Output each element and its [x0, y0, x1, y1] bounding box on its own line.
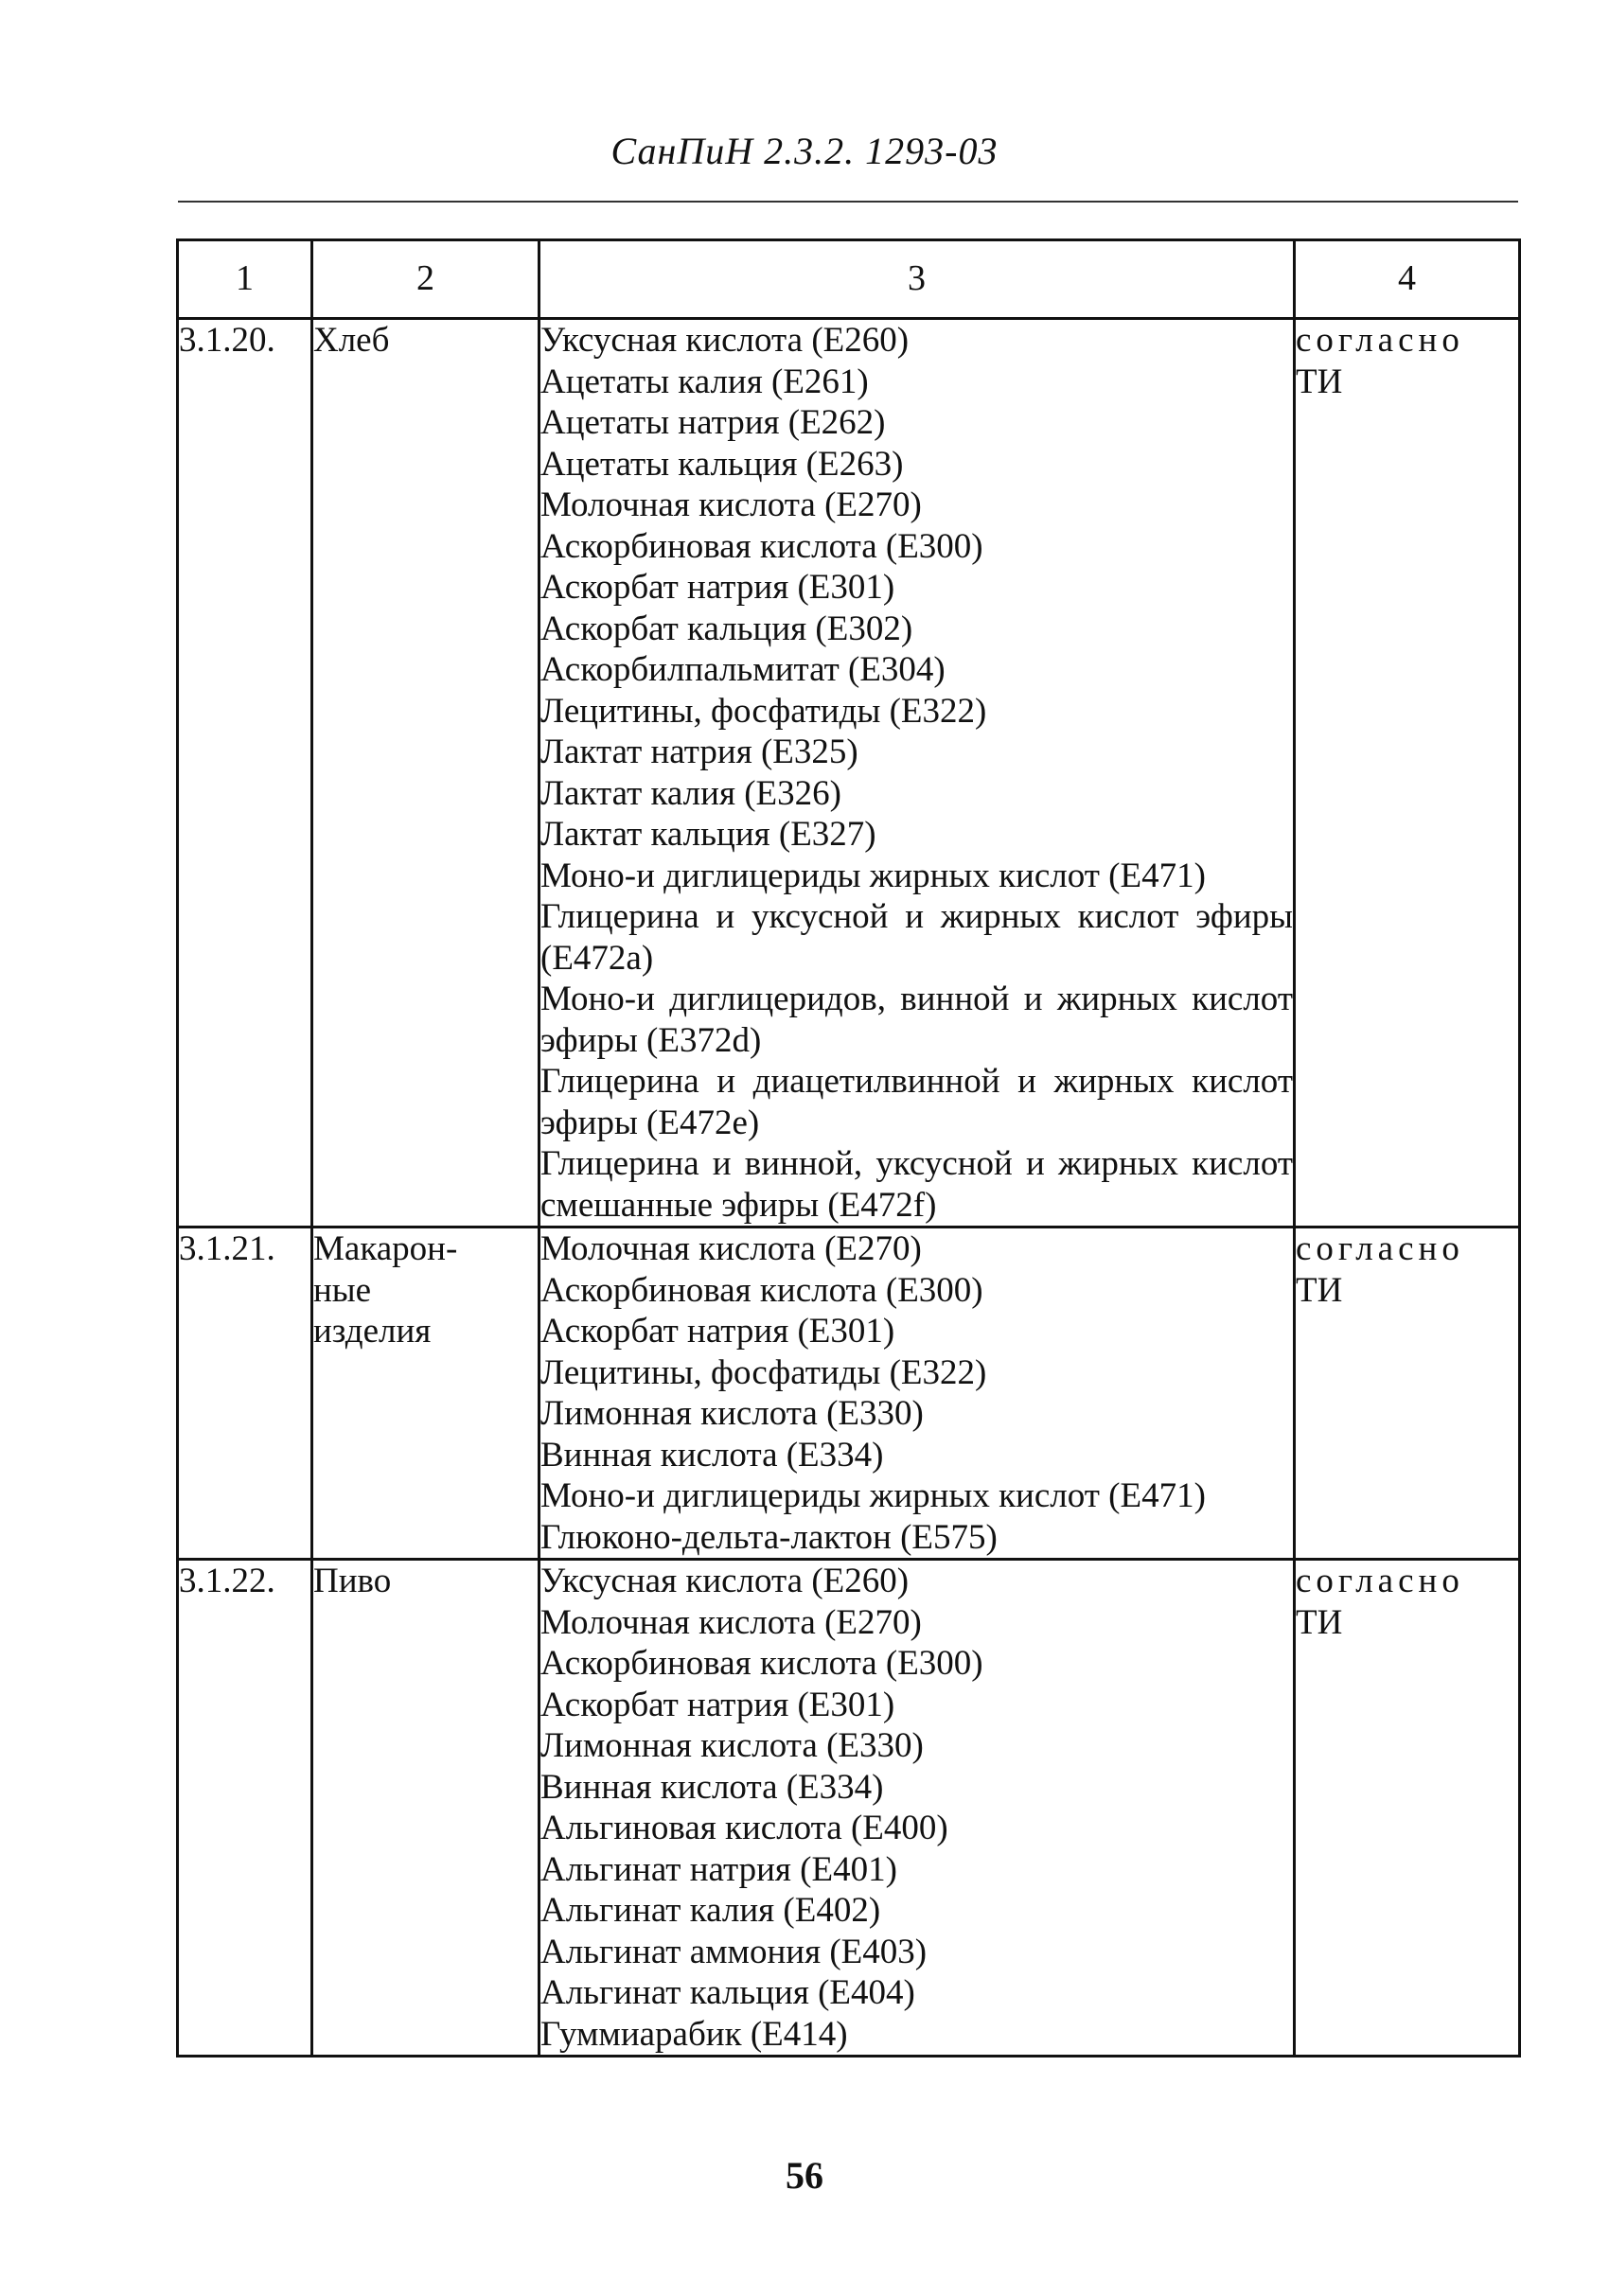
product-name: Макарон- ные изделия [312, 1227, 539, 1560]
additive-item: Аскорбат натрия (Е301) [540, 1685, 895, 1724]
additive-item: Аскорбиновая кислота (Е300) [540, 1644, 983, 1683]
additive-item: Лактат натрия (Е325) [540, 733, 858, 771]
note-word: согласно [1296, 1229, 1464, 1268]
additive-item: Молочная кислота (Е270) [540, 1602, 922, 1642]
additive-item: Альгинат натрия (Е401) [540, 1849, 897, 1889]
additives-list [539, 1560, 1295, 2057]
note-abbreviation: ТИ [1296, 1270, 1343, 1310]
product-name: Пиво [312, 1560, 539, 2057]
additives-list [539, 319, 1295, 1227]
additive-item: Лецитины, фосфатиды (Е322) [540, 1352, 987, 1392]
additive-item: Аскорбат натрия (Е301) [540, 568, 895, 607]
additive-item: Альгиновая кислота (Е400) [540, 1809, 948, 1847]
note-word: согласно [1296, 321, 1464, 360]
page-number: 56 [786, 2154, 823, 2197]
additive-item: Глицерина и диацетилвинной и жирных кислот эфиры (Е472е) [540, 1062, 1293, 1142]
regulation-note [1295, 1227, 1520, 1560]
header-rule [178, 201, 1518, 203]
additive-item: Аскорбат кальция (Е302) [540, 609, 913, 648]
additives-table [176, 238, 1521, 2058]
additive-item: Глицерина и винной, уксусной и жирных кислот смешанные эфиры (Е472f) [540, 1144, 1293, 1225]
additive-item: Молочная кислота (Е270) [540, 486, 922, 524]
additive-item: Аскорбилпальмитат (Е304) [540, 650, 946, 689]
table-row [178, 1227, 1520, 1560]
additive-item: Уксусная кислота (Е260) [540, 321, 910, 360]
column-header: 1 [178, 240, 312, 319]
additive-item: Ацетаты кальция (Е263) [540, 444, 904, 484]
additive-item: Глюконо-дельта-лактон (Е575) [540, 1517, 998, 1557]
note-abbreviation: ТИ [1296, 1602, 1343, 1642]
additive-item: Лактат калия (Е326) [540, 773, 841, 813]
table-header-row [178, 240, 1520, 319]
additive-item: Лактат кальция (Е327) [540, 815, 876, 854]
additive-item: Аскорбат натрия (Е301) [540, 1312, 895, 1351]
regulation-note [1295, 319, 1520, 1227]
product-name: Хлеб [312, 319, 539, 1227]
additive-item: Ацетаты натрия (Е262) [540, 403, 886, 442]
additive-item: Винная кислота (Е334) [540, 1435, 884, 1475]
additive-item: Моно-и диглицериды жирных кислот (Е471) [540, 856, 1206, 895]
table-row [178, 319, 1520, 1227]
column-header: 2 [312, 240, 539, 319]
additive-item: Молочная кислота (Е270) [540, 1229, 922, 1268]
row-number: 3.1.22. [178, 1560, 312, 2057]
additives-list [539, 1227, 1295, 1560]
additive-item: Уксусная кислота (Е260) [540, 1562, 910, 1600]
note-abbreviation: ТИ [1296, 362, 1343, 401]
additive-item: Лимонная кислота (Е330) [540, 1726, 924, 1765]
row-number: 3.1.21. [178, 1227, 312, 1560]
additive-item: Моно-и диглицеридов, винной и жирных кислот эфиры (Е372d) [540, 980, 1293, 1060]
row-number: 3.1.20. [178, 319, 312, 1227]
additive-item: Аскорбиновая кислота (Е300) [540, 526, 983, 566]
column-header: 3 [539, 240, 1295, 319]
additive-item: Винная кислота (Е334) [540, 1767, 884, 1807]
additive-item: Лимонная кислота (Е330) [540, 1394, 924, 1433]
additive-item: Лецитины, фосфатиды (Е322) [540, 691, 987, 731]
additive-item: Аскорбиновая кислота (Е300) [540, 1270, 983, 1310]
note-word: согласно [1296, 1562, 1464, 1600]
additive-item: Глицерина и уксусной и жирных кислот эфиры (Е472а) [540, 897, 1293, 978]
additive-item: Альгинат аммония (Е403) [540, 1932, 928, 1971]
table-row [178, 1560, 1520, 2057]
additive-item: Альгинат кальция (Е404) [540, 1973, 915, 2012]
column-header: 4 [1295, 240, 1520, 319]
additive-item: Альгинат калия (Е402) [540, 1891, 881, 1930]
document-header-title: СанПиН 2.3.2. 1293-03 [610, 130, 999, 172]
regulation-note [1295, 1560, 1520, 2057]
additive-item: Гуммиарабик (Е414) [540, 2014, 848, 2054]
additive-item: Моно-и диглицериды жирных кислот (Е471) [540, 1476, 1206, 1515]
additive-item: Ацетаты калия (Е261) [540, 362, 869, 401]
